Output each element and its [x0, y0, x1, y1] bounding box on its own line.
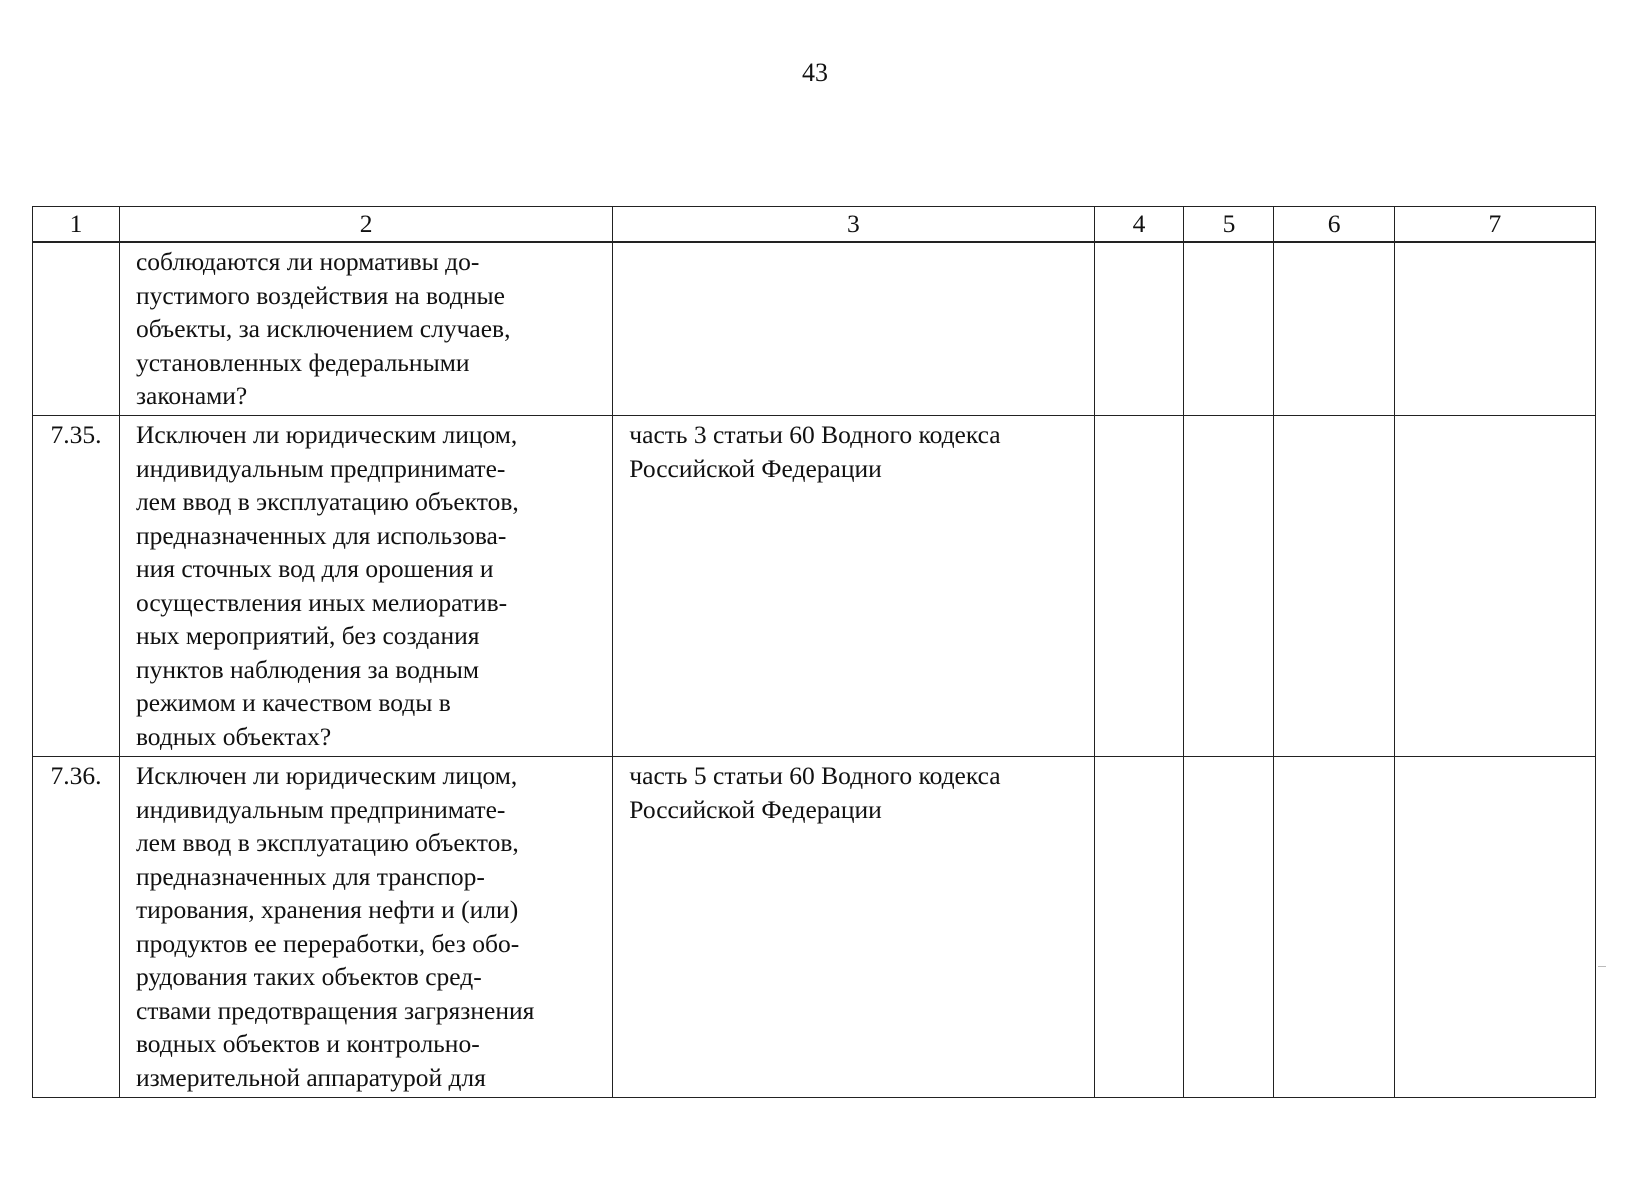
empty-cell: [1394, 416, 1595, 757]
empty-cell: [1094, 416, 1184, 757]
question-line: ния сточных вод для орошения и: [135, 554, 494, 583]
column-header: 4: [1094, 207, 1184, 243]
question-line: ных мероприятий, без создания: [135, 621, 480, 650]
column-header: 1: [33, 207, 120, 243]
question-line: объекты, за исключением случаев,: [135, 314, 511, 343]
column-header: 5: [1184, 207, 1274, 243]
question-line: водных объектов и контрольно-: [135, 1029, 480, 1058]
item-number-cell: 7.36.: [33, 757, 120, 1098]
question-cell: [119, 757, 612, 1098]
question-line: индивидуальным предпринимате-: [135, 794, 506, 824]
column-header: 3: [613, 207, 1094, 243]
column-header: 2: [119, 207, 612, 243]
reference-line: Российской Федерации: [629, 794, 882, 824]
column-header: 7: [1394, 207, 1595, 243]
empty-cell: [1184, 757, 1274, 1098]
empty-cell: [1274, 757, 1394, 1098]
question-line: пустимого воздействия на водные: [135, 280, 505, 310]
scan-speck: [1598, 966, 1606, 967]
question-line: ствами предотвращения загрязнения: [135, 995, 535, 1025]
question-line: Исключен ли юридическим лицом,: [135, 761, 518, 790]
empty-cell: [1094, 757, 1184, 1098]
table-row: [33, 757, 1596, 1098]
question-line: водных объектах?: [135, 721, 332, 751]
table-header-row: [33, 207, 1596, 243]
question-cell: [119, 416, 612, 757]
item-number-cell: 7.35.: [33, 416, 120, 757]
reference-line: часть 3 статьи 60 Водного кодекса: [629, 420, 1001, 449]
question-line: лем ввод в эксплуатацию объектов,: [135, 487, 519, 516]
empty-cell: [1274, 242, 1394, 416]
question-line: измерительной аппаратурой для: [135, 1062, 486, 1092]
question-line: тирования, хранения нефти и (или): [135, 895, 519, 924]
item-number-cell: [33, 242, 120, 416]
empty-cell: [1394, 757, 1595, 1098]
question-cell: [119, 242, 612, 416]
page-number: 43: [802, 58, 828, 87]
empty-cell: [1274, 416, 1394, 757]
question-line: режимом и качеством воды в: [135, 688, 451, 717]
question-line: законами?: [135, 381, 248, 410]
checklist-table: [32, 206, 1596, 1098]
question-line: продуктов ее переработки, без обо-: [135, 928, 520, 958]
question-line: установленных федеральными: [135, 347, 470, 377]
reference-line: часть 5 статьи 60 Водного кодекса: [629, 761, 1001, 790]
reference-cell: [613, 242, 1094, 416]
question-line: предназначенных для использова-: [135, 520, 507, 550]
question-line: соблюдаются ли нормативы до-: [135, 247, 480, 276]
reference-cell: [613, 757, 1094, 1098]
reference-line: Российской Федерации: [629, 453, 882, 483]
table-row: [33, 416, 1596, 757]
empty-cell: [1184, 416, 1274, 757]
empty-cell: [1394, 242, 1595, 416]
empty-cell: [1184, 242, 1274, 416]
question-line: индивидуальным предпринимате-: [135, 453, 506, 483]
empty-cell: [1094, 242, 1184, 416]
question-line: Исключен ли юридическим лицом,: [135, 420, 518, 449]
question-line: осуществления иных мелиоратив-: [135, 587, 508, 617]
reference-cell: [613, 416, 1094, 757]
question-line: предназначенных для транспор-: [135, 861, 485, 891]
column-header: 6: [1274, 207, 1394, 243]
question-line: пунктов наблюдения за водным: [135, 654, 480, 684]
question-line: рудования таких объектов сред-: [135, 962, 482, 991]
question-line: лем ввод в эксплуатацию объектов,: [135, 828, 519, 857]
table-row: [33, 242, 1596, 416]
